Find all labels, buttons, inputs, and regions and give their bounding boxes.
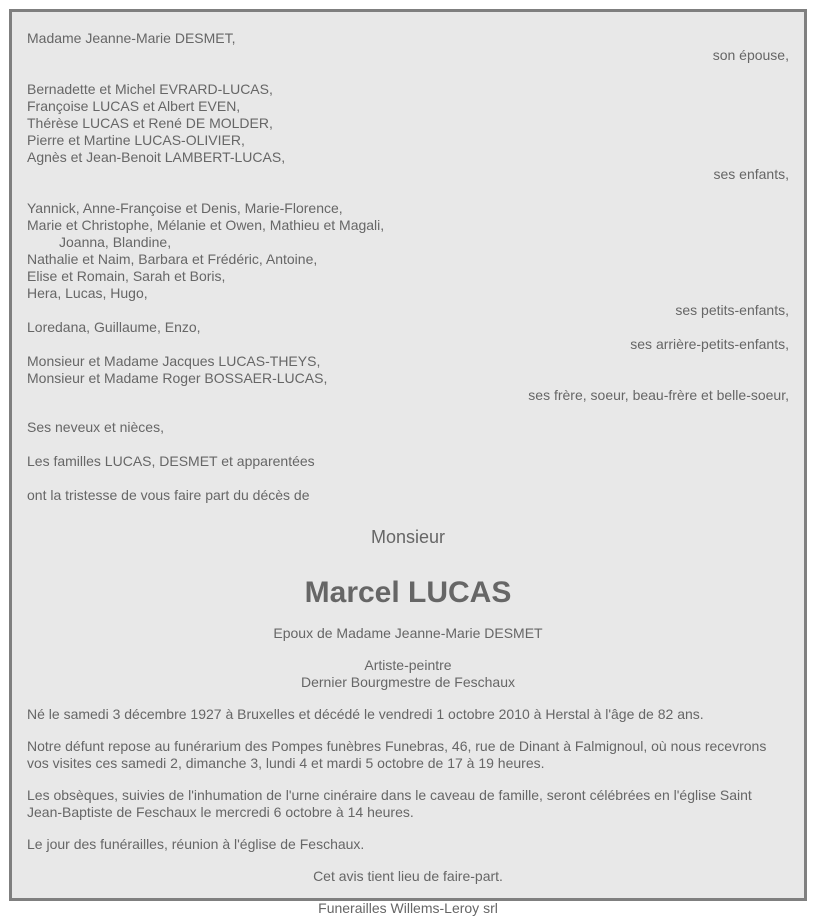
child-line: Pierre et Martine LUCAS-OLIVIER, xyxy=(27,132,245,148)
nephews-line: Ses neveux et nièces, xyxy=(27,419,164,435)
deceased-name: Marcel LUCAS xyxy=(304,576,512,609)
great-grandchildren-role: ses arrière-petits-enfants, xyxy=(630,336,789,352)
honorific: Monsieur xyxy=(370,527,446,547)
undertaker-line: Funerailles Willems-Leroy srl xyxy=(318,900,498,916)
notice-content xyxy=(27,12,789,917)
birth-death-paragraph: Né le samedi 3 décembre 1927 à Bruxelles et décédé le vendredi 1 octobre 2010 à Herstal à l'âge de 82 ans. xyxy=(27,706,704,722)
grandchildren-role: ses petits-enfants, xyxy=(675,302,789,318)
grandchild-line: Nathalie et Naim, Barbara et Frédéric, Antoine, xyxy=(27,251,318,267)
sibling-line: Monsieur et Madame Jacques LUCAS-THEYS, xyxy=(27,353,321,369)
children-role: ses enfants, xyxy=(713,166,789,182)
families-line: Les familles LUCAS, DESMET et apparentées xyxy=(27,453,315,469)
child-line: Françoise LUCAS et Albert EVEN, xyxy=(27,98,241,114)
grandchild-line: Hera, Lucas, Hugo, xyxy=(27,285,148,301)
great-grandchildren-names: Loredana, Guillaume, Enzo, xyxy=(27,319,201,335)
grandchild-line: Marie et Christophe, Mélanie et Owen, Mathieu et Magali, xyxy=(27,217,385,233)
child-line: Thérèse LUCAS et René DE MOLDER, xyxy=(27,115,273,131)
child-line: Agnès et Jean-Benoit LAMBERT-LUCAS, xyxy=(27,149,286,165)
profession-line: Artiste-peintre xyxy=(364,657,452,673)
spouse-line: Epoux de Madame Jeanne-Marie DESMET xyxy=(273,625,543,641)
profession-line: Dernier Bourgmestre de Feschaux xyxy=(301,674,515,690)
funeral-info-paragraph: Les obsèques, suivies de l'inhumation de l'urne cinéraire dans le caveau de famille, seront célébrées en l'église Saint Jean-Baptiste de Feschaux le mercredi 6 octobre à 14 heures. xyxy=(27,787,752,820)
grandchild-line: Elise et Romain, Sarah et Boris, xyxy=(27,268,226,284)
notice-frame xyxy=(9,9,807,916)
siblings-role: ses frère, soeur, beau-frère et belle-soeur, xyxy=(528,387,789,403)
grandchild-line: Joanna, Blandine, xyxy=(59,234,172,250)
notice-line: Cet avis tient lieu de faire-part. xyxy=(313,868,503,884)
sibling-line: Monsieur et Madame Roger BOSSAER-LUCAS, xyxy=(27,370,328,386)
meeting-info-paragraph: Le jour des funérailles, réunion à l'église de Feschaux. xyxy=(27,836,365,852)
grandchild-line: Yannick, Anne-Françoise et Denis, Marie-Florence, xyxy=(27,200,343,216)
child-line: Bernadette et Michel EVRARD-LUCAS, xyxy=(27,81,273,97)
spouse-name: Madame Jeanne-Marie DESMET, xyxy=(27,30,236,46)
spouse-role: son épouse, xyxy=(712,47,789,63)
announcement-line: ont la tristesse de vous faire part du décès de xyxy=(27,487,310,503)
rest-info-paragraph: Notre défunt repose au funérarium des Pompes funèbres Funebras, 46, rue de Dinant à Falmignoul, où nous recevrons vos visites ces samedi 2, dimanche 3, lundi 4 et mardi 5 octobre de 17 à 19 heures. xyxy=(27,738,767,771)
